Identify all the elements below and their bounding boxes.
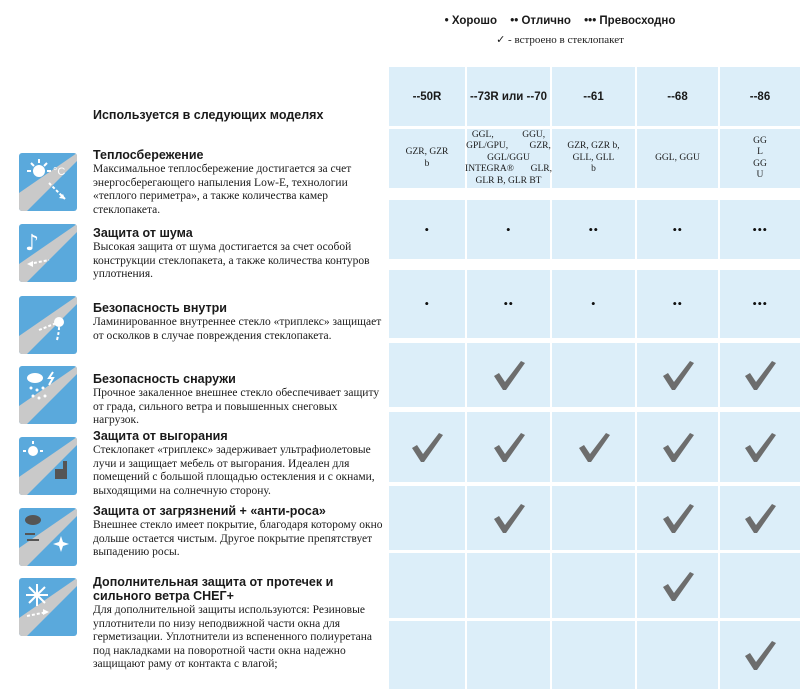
rating-dots: •• bbox=[503, 296, 514, 311]
rating-cell bbox=[637, 200, 718, 259]
feature-title: Безопасность снаружи bbox=[93, 372, 236, 386]
check-icon bbox=[661, 359, 695, 391]
rating-dots: ••• bbox=[752, 296, 768, 311]
column-header: --73R или --70 bbox=[467, 67, 550, 126]
check-icon bbox=[492, 359, 526, 391]
rating-cell bbox=[637, 270, 718, 338]
check-icon bbox=[410, 431, 444, 463]
feature-description: Прочное закаленное внешнее стекло обеспечивает защиту от града, сильного ветра и повышенных снеговых нагрузок. bbox=[93, 387, 380, 426]
fading-protection-icon bbox=[19, 437, 77, 495]
check-cell bbox=[552, 412, 635, 482]
check-icon bbox=[743, 359, 777, 391]
check-cell bbox=[720, 343, 800, 407]
column-header: --86 bbox=[720, 67, 800, 126]
model-list-cell: GGL, GGU, GPL/GPU, GZR, GGL/GGU INTEGRA® GLR, GLR B, GLR BT bbox=[467, 129, 550, 188]
feature-description: Ламинированное внутреннее стекло «триплекс» защищает от осколков в случае повреждения стеклопакета. bbox=[93, 316, 382, 342]
check-cell bbox=[637, 412, 718, 482]
heat-saving-icon bbox=[19, 153, 77, 211]
check-cell bbox=[552, 343, 635, 407]
check-cell bbox=[720, 486, 800, 550]
rating-dots: ••• bbox=[752, 221, 768, 237]
check-cell bbox=[467, 343, 550, 407]
model-list-cell: GZR, GZR b, GLL, GLL b bbox=[552, 129, 635, 188]
check-cell bbox=[467, 553, 550, 618]
feature-title: Дополнительная защита от протечек и сильного ветра СНЕГ+ bbox=[93, 575, 334, 603]
inside-safety-icon bbox=[19, 296, 77, 354]
check-cell bbox=[637, 553, 718, 618]
check-cell bbox=[467, 486, 550, 550]
feature-title: Защита от загрязнений + «анти-роса» bbox=[93, 504, 326, 518]
legend bbox=[430, 15, 690, 27]
rating-dots: • bbox=[424, 296, 430, 311]
feature-description: Для дополнительной защиты используются: Резиновые уплотнители по низу неподвижной части окна для герметизации. Уплотнители из вспененного полиуретана под накладками на поворотной части окна надежно защищают раму от контакта с влагой; bbox=[93, 604, 372, 670]
check-cell bbox=[552, 621, 635, 689]
check-cell bbox=[389, 621, 465, 689]
rating-cell bbox=[389, 270, 465, 338]
column-header: --50R bbox=[389, 67, 465, 126]
svg-text:♪: ♪ bbox=[25, 231, 40, 256]
check-icon bbox=[492, 431, 526, 463]
dirt-protection-icon bbox=[19, 508, 77, 566]
column-header: --61 bbox=[552, 67, 635, 126]
legend-excellent: •• Отлично bbox=[510, 15, 571, 27]
model-list-cell: GG L GG U bbox=[720, 129, 800, 188]
comparison-table bbox=[389, 67, 800, 689]
check-cell bbox=[389, 412, 465, 482]
rating-dots: •• bbox=[672, 221, 683, 237]
check-icon bbox=[743, 502, 777, 534]
feature-description: Стеклопакет «триплекс» задерживает ультрафиолетовые лучи и защищает мебель от выгорания. Идеален для помещений с большой площадью остекления и с окнами, выходящими на солнечную сторону. bbox=[93, 444, 375, 497]
rating-dots: • bbox=[424, 221, 430, 237]
check-cell bbox=[720, 553, 800, 618]
feature-description: Высокая защита от шума достигается за счет особой конструкции стеклопакета, а также количества контуров уплотнения. bbox=[93, 241, 370, 280]
rating-cell bbox=[389, 200, 465, 259]
check-cell bbox=[467, 621, 550, 689]
feature-item bbox=[93, 301, 385, 343]
check-cell bbox=[389, 343, 465, 407]
check-icon bbox=[743, 639, 777, 671]
outside-safety-icon bbox=[19, 366, 77, 424]
check-cell bbox=[637, 343, 718, 407]
check-icon bbox=[661, 570, 695, 602]
feature-title: Защита от шума bbox=[93, 226, 193, 240]
feature-item bbox=[93, 372, 385, 428]
feature-description: Максимальное теплосбережение достигается за счет энергосберегающего напыления Low-E, технологии «теплого периметра», а также количества камер стеклопакета. bbox=[93, 163, 352, 216]
svg-text:°C: °C bbox=[53, 166, 66, 178]
snow-protection-icon bbox=[19, 578, 77, 636]
feature-item bbox=[93, 575, 385, 672]
model-list-cell: GGL, GGU bbox=[637, 129, 718, 188]
check-icon bbox=[577, 431, 611, 463]
feature-title: Теплосбережение bbox=[93, 148, 204, 162]
check-cell bbox=[467, 412, 550, 482]
feature-item bbox=[93, 429, 385, 498]
column-header: --68 bbox=[637, 67, 718, 126]
rating-cell bbox=[552, 270, 635, 338]
check-cell bbox=[637, 486, 718, 550]
check-icon bbox=[661, 502, 695, 534]
rating-cell bbox=[552, 200, 635, 259]
rating-cell bbox=[720, 270, 800, 338]
check-cell bbox=[389, 553, 465, 618]
rating-cell bbox=[467, 270, 550, 338]
check-icon bbox=[743, 431, 777, 463]
rating-dots: •• bbox=[588, 221, 599, 237]
rating-dots: • bbox=[505, 221, 512, 237]
feature-item bbox=[93, 504, 385, 560]
check-cell bbox=[389, 486, 465, 550]
check-cell bbox=[552, 486, 635, 550]
check-icon bbox=[492, 502, 526, 534]
check-cell bbox=[720, 412, 800, 482]
feature-description: Внешнее стекло имеет покрытие, благодаря которому окно дольше остается чистым. Другое покрытие препятствует выпадению росы. bbox=[93, 519, 383, 558]
check-cell bbox=[637, 621, 718, 689]
legend-note: ✓ - встроено в стеклопакет bbox=[496, 34, 624, 46]
rating-cell bbox=[467, 200, 550, 259]
model-list-cell: GZR, GZR b bbox=[389, 129, 465, 188]
check-icon bbox=[661, 431, 695, 463]
feature-title: Безопасность внутри bbox=[93, 301, 227, 315]
check-cell bbox=[720, 621, 800, 689]
feature-item bbox=[93, 226, 385, 282]
rating-dots: •• bbox=[672, 296, 683, 311]
legend-superior: ••• Превосходно bbox=[584, 15, 676, 27]
feature-item bbox=[93, 148, 385, 217]
models-heading: Используется в следующих моделях bbox=[93, 108, 324, 122]
rating-cell bbox=[720, 200, 800, 259]
feature-title: Защита от выгорания bbox=[93, 429, 228, 443]
check-cell bbox=[552, 553, 635, 618]
noise-protection-icon bbox=[19, 224, 77, 282]
legend-good: • Хорошо bbox=[444, 15, 498, 27]
rating-dots: • bbox=[590, 296, 597, 311]
